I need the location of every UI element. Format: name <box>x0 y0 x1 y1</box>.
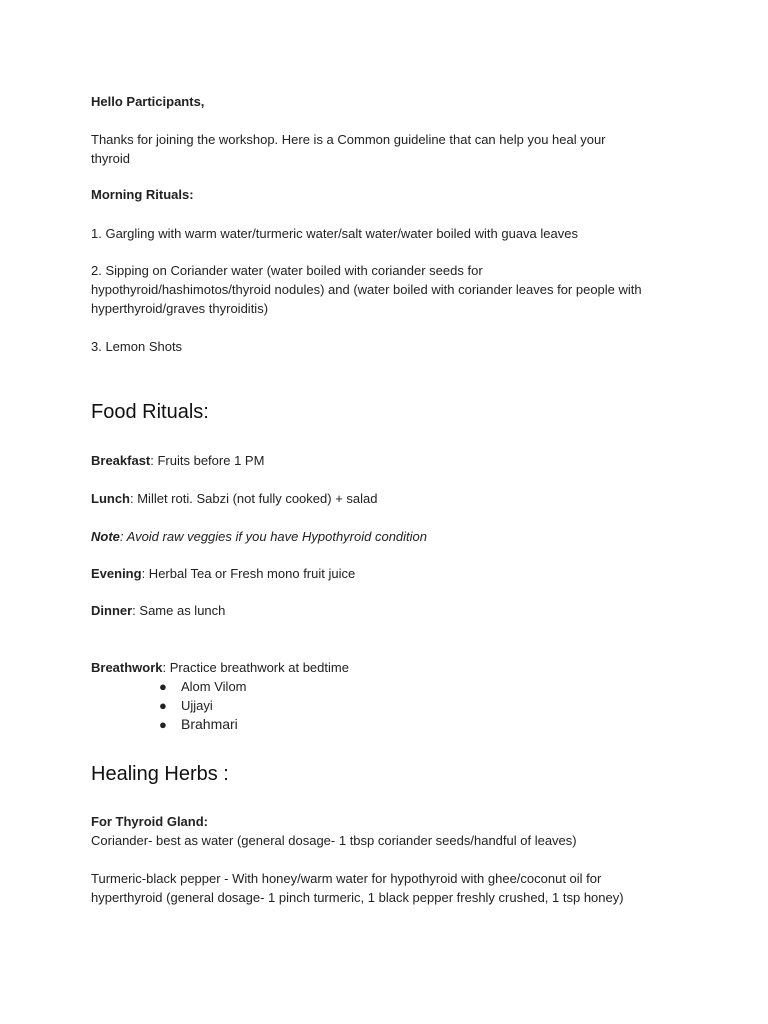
breathwork-item-3: Brahmari <box>181 716 238 732</box>
dinner-line <box>91 601 225 620</box>
note-label: Note <box>91 529 120 544</box>
breakfast-text: : Fruits before 1 PM <box>150 453 265 468</box>
morning-item-3: 3. Lemon Shots <box>91 339 183 354</box>
breathwork-label: Breathwork <box>91 660 163 675</box>
food-rituals-heading: Food Rituals: <box>91 401 209 423</box>
evening-label: Evening <box>91 566 142 581</box>
breathwork-item-2: Ujjayi <box>181 698 213 713</box>
intro-line-2: thyroid <box>91 151 131 166</box>
thyroid-gland-block <box>91 812 577 850</box>
morning-item-2 <box>91 261 642 318</box>
bullet-icon: ● <box>159 679 167 694</box>
breathwork-line <box>91 658 349 677</box>
list-item <box>91 696 247 715</box>
dinner-text: : Same as lunch <box>132 603 226 618</box>
turmeric-block <box>91 869 624 907</box>
list-item <box>91 715 247 734</box>
note-text: : Avoid raw veggies if you have Hypothyroid condition <box>119 529 428 544</box>
note-line <box>91 527 427 546</box>
breakfast-label: Breakfast <box>91 453 151 468</box>
evening-text: : Herbal Tea or Fresh mono fruit juice <box>141 566 356 581</box>
greeting: Hello Participants, <box>91 94 205 109</box>
intro-line-1: Thanks for joining the workshop. Here is a Common guideline that can help you heal your <box>91 132 606 147</box>
lunch-text: : Millet roti. Sabzi (not fully cooked) + salad <box>130 491 378 506</box>
breathwork-item-1: Alom Vilom <box>181 679 247 694</box>
turmeric-line-2: hyperthyroid (general dosage- 1 pinch turmeric, 1 black pepper freshly crushed, 1 tsp honey) <box>91 890 624 905</box>
turmeric-line-1: Turmeric-black pepper - With honey/warm water for hypothyroid with ghee/coconut oil for <box>91 871 602 886</box>
breathwork-text: : Practice breathwork at bedtime <box>162 660 349 675</box>
list-item <box>91 677 247 696</box>
morning-item-2-line-3: hyperthyroid/graves thyroiditis) <box>91 301 269 316</box>
evening-line <box>91 564 355 583</box>
morning-item-2-line-1: 2. Sipping on Coriander water (water boiled with coriander seeds for <box>91 263 483 278</box>
morning-rituals-heading: Morning Rituals: <box>91 187 194 202</box>
thyroid-gland-subheading: For Thyroid Gland: <box>91 814 208 829</box>
lunch-line <box>91 489 377 508</box>
bullet-icon: ● <box>159 698 167 713</box>
healing-herbs-heading: Healing Herbs : <box>91 763 229 785</box>
morning-item-2-line-2: hypothyroid/hashimotos/thyroid nodules) and (water boiled with coriander leaves for people with <box>91 282 642 297</box>
intro-paragraph <box>91 130 606 168</box>
coriander-line: Coriander- best as water (general dosage- 1 tbsp coriander seeds/handful of leaves) <box>91 833 577 848</box>
breakfast-line <box>91 451 264 470</box>
breathwork-list <box>91 677 247 734</box>
lunch-label: Lunch <box>91 491 130 506</box>
bullet-icon: ● <box>159 717 167 732</box>
morning-item-1: 1. Gargling with warm water/turmeric water/salt water/water boiled with guava leaves <box>91 226 578 241</box>
dinner-label: Dinner <box>91 603 133 618</box>
